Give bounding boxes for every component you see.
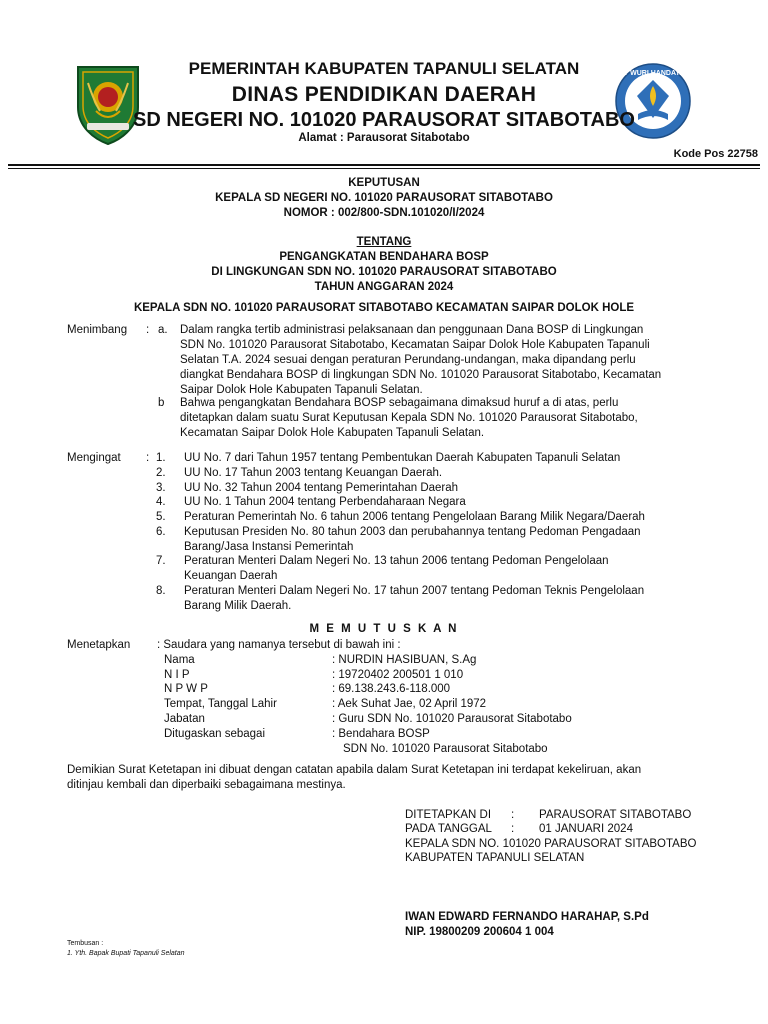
menimbang-b-line: ditetapkan dalam suatu Surat Keputusan Kepala SDN No. 101020 Parausorat Sitabotabo, [180,412,638,424]
menetapkan-label: Menetapkan [67,639,131,651]
tembusan-item: 1. Yth. Bapak Bupati Tapanuli Selatan [67,950,185,957]
closing-line: ditinjau kembali dan diperbaiki sebagaimana mestinya. [67,779,346,791]
mengingat-item: UU No. 17 Tahun 2003 tentang Keuangan Daerah. [184,467,443,479]
mengingat-item-line: Keuangan Daerah [184,570,278,582]
logo-motto: TUT WURI HANDAYANI [614,70,692,77]
menimbang-a-line: Dalam rangka tertib administrasi pelaksanaan dan penggunaan Dana BOSP di Lingkungan [180,324,644,336]
menimbang-a-text [180,323,700,398]
subject-line2: DI LINGKUNGAN SDN NO. 101020 PARAUSORAT SITABOTABO [211,266,557,278]
field-label-tugas: Ditugaskan sebagai [164,728,266,740]
field-value-tugas: : Bendahara BOSP [332,728,430,740]
mengingat-marker: 5. [156,511,166,523]
mengingat-item [184,525,641,555]
menimbang-colon: : [146,324,150,336]
mengingat-item [184,584,644,614]
doc-type: KEPUTUSAN [348,177,420,189]
closing-paragraph [67,763,707,793]
menimbang-a-line: diangkat Bendahara BOSP di lingkungan SDN No. 101020 Parausorat Sitabotabo, Kecamatan [180,369,662,381]
menetapkan-intro: : Saudara yang namanya tersebut di bawah ini : [157,639,401,651]
mengingat-item-line: Barang/Jasa Instansi Pemerintah [184,541,354,553]
ditetapkan-label: DITETAPKAN DI [405,809,492,821]
postal-code: Kode Pos 22758 [673,148,758,160]
mengingat-item-line: Keputusan Presiden No. 80 tahun 2003 dan perubahannya tentang Pedoman Pengadaan [184,526,641,538]
mengingat-item: UU No. 32 Tahun 2004 tentang Pemerintahan Daerah [184,482,459,494]
memutuskan-heading: M E M U T U S K A N [309,623,459,635]
signer-position1: KEPALA SDN NO. 101020 PARAUSORAT SITABOTABO [405,838,697,850]
ditetapkan-value: PARAUSORAT SITABOTABO [539,809,692,821]
tentang-label: TENTANG [356,236,412,248]
gov-header-line1: PEMERINTAH KABUPATEN TAPANULI SELATAN [188,59,580,78]
mengingat-marker: 1. [156,452,166,464]
mengingat-marker: 2. [156,467,166,479]
menimbang-b-text [180,396,700,441]
menimbang-b-line: Kecamatan Saipar Dolok Hole Kabupaten Tapanuli Selatan. [180,427,485,439]
field-label-ttl: Tempat, Tanggal Lahir [164,698,277,710]
mengingat-item-line: Peraturan Menteri Dalam Negeri No. 13 tahun 2006 tentang Pedoman Pengelolaan [184,555,609,567]
tanggal-label: PADA TANGGAL [405,823,492,835]
mengingat-marker: 3. [156,482,166,494]
mengingat-item-line: Barang Milik Daerah. [184,600,292,612]
subject-line3: TAHUN ANGGARAN 2024 [314,281,454,293]
school-name: SD NEGERI NO. 101020 PARAUSORAT SITABOTABO [133,109,635,131]
authority-line: KEPALA SDN NO. 101020 PARAUSORAT SITABOTABO KECAMATAN SAIPAR DOLOK HOLE [133,302,635,314]
tanggal-sep: : [511,823,515,835]
subject-line1: PENGANGKATAN BENDAHARA BOSP [279,251,489,263]
field-label-nama: Nama [164,654,195,666]
mengingat-marker: 8. [156,585,166,597]
tembusan-label: Tembusan : [67,940,104,947]
field-value-nip: : 19720402 200501 1 010 [332,669,464,681]
menimbang-label: Menimbang [67,324,128,336]
menimbang-b-marker: b [158,397,165,409]
mengingat-item-line: Peraturan Menteri Dalam Negeri No. 17 tahun 2007 tentang Pedoman Teknis Pengelolaan [184,585,645,597]
ditetapkan-sep: : [511,809,515,821]
signer-position2: KABUPATEN TAPANULI SELATAN [405,852,585,864]
field-label-jabatan: Jabatan [164,713,205,725]
field-value-tugas-cont: SDN No. 101020 Parausorat Sitabotabo [343,743,548,755]
header-divider-thick [8,164,760,166]
field-value-nama: : NURDIN HASIBUAN, S.Ag [332,654,477,666]
mengingat-item [184,554,609,584]
tentang-heading [0,236,768,248]
mengingat-marker: 4. [156,496,166,508]
gov-header-line2: DINAS PENDIDIKAN DAERAH [231,83,537,106]
signer-name: IWAN EDWARD FERNANDO HARAHAP, S.Pd [405,911,649,923]
signer-nip: NIP. 19800209 200604 1 004 [405,926,554,938]
menimbang-a-line: Selatan T.A. 2024 sesuai dengan peraturan Perundang-undangan, maka dipandang perlu [180,354,636,366]
field-label-nip: N I P [164,669,190,681]
school-address: Alamat : Parausorat Sitabotabo [298,132,470,144]
mengingat-marker: 6. [156,526,166,538]
mengingat-colon: : [146,452,150,464]
mengingat-item: UU No. 1 Tahun 2004 tentang Perbendaharaan Negara [184,496,466,508]
mengingat-label: Mengingat [67,452,121,464]
menimbang-b-line: Bahwa pengangkatan Bendahara BOSP sebagaimana dimaksud huruf a di atas, perlu [180,397,619,409]
menimbang-a-line: SDN No. 101020 Parausorat Sitabotabo, Kecamatan Saipar Dolok Hole Kabupaten Tapanuli [180,339,650,351]
mengingat-item: Peraturan Pemerintah No. 6 tahun 2006 tentang Pengelolaan Barang Milik Negara/Daerah [184,511,645,523]
closing-line: Demikian Surat Ketetapan ini dibuat dengan catatan apabila dalam Surat Ketetapan ini terdapat kekeliruan, akan [67,764,642,776]
field-label-npwp: N P W P [164,683,208,695]
menimbang-a-line: Saipar Dolok Hole Kabupaten Tapanuli Selatan. [180,384,423,396]
header-divider-thin [8,168,760,169]
mengingat-item: UU No. 7 dari Tahun 1957 tentang Pembentukan Daerah Kabupaten Tapanuli Selatan [184,452,621,464]
menimbang-a-marker: a. [158,324,168,336]
doc-issuer: KEPALA SD NEGERI NO. 101020 PARAUSORAT SITABOTABO [215,192,553,204]
field-value-ttl: : Aek Suhat Jae, 02 April 1972 [332,698,487,710]
field-value-jabatan: : Guru SDN No. 101020 Parausorat Sitabotabo [332,713,572,725]
mengingat-marker: 7. [156,555,166,567]
field-value-npwp: : 69.138.243.6-118.000 [332,683,451,695]
tanggal-value: 01 JANUARI 2024 [539,823,633,835]
doc-number: NOMOR : 002/800-SDN.101020/I/2024 [283,207,485,219]
